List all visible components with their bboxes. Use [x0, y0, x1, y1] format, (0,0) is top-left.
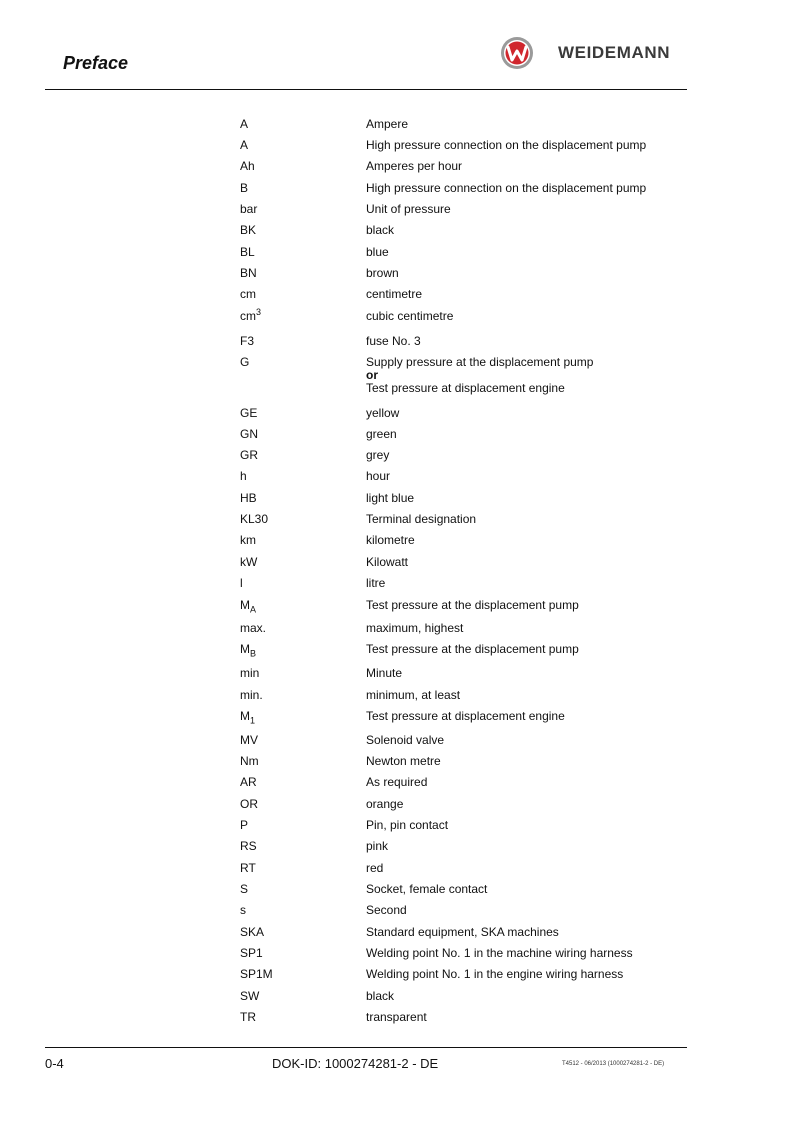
- definition-text: Test pressure at the displacement pump: [366, 598, 579, 612]
- term-text: GN: [240, 427, 258, 441]
- abbreviation-term: [240, 576, 360, 590]
- definition-text-alt: Test pressure at displacement engine: [366, 381, 565, 395]
- term-text: cm: [240, 309, 256, 323]
- term-subscript: A: [250, 604, 257, 615]
- term-text: KL30: [240, 512, 269, 526]
- abbreviation-definition: [366, 967, 686, 981]
- abbreviation-term: [240, 903, 360, 917]
- definition-text: black: [366, 223, 395, 237]
- abbreviation-term: [240, 223, 360, 237]
- term-text: RS: [240, 839, 257, 853]
- definition-text: Socket, female contact: [366, 882, 488, 896]
- definition-text: black: [366, 989, 395, 1003]
- definition-text: green: [366, 427, 397, 441]
- term-text: Ah: [240, 159, 255, 173]
- abbreviation-definition: [366, 925, 686, 939]
- term-text: min.: [240, 688, 263, 702]
- abbreviation-term: [240, 159, 360, 173]
- abbreviation-term: [240, 666, 360, 680]
- definition-text: maximum, highest: [366, 621, 464, 635]
- page-title: Preface: [63, 53, 129, 73]
- term-text: max.: [240, 621, 267, 635]
- definition-text: transparent: [366, 1010, 427, 1024]
- term-text: A: [240, 117, 249, 131]
- abbreviation-definition: [366, 427, 686, 441]
- term-text: S: [240, 882, 249, 896]
- definition-text: Welding point No. 1 in the machine wiring harness: [366, 946, 633, 960]
- definition-text: High pressure connection on the displacement pump: [366, 138, 647, 152]
- abbreviation-definition: [366, 688, 686, 702]
- abbreviation-term: [240, 797, 360, 811]
- term-text: A: [240, 138, 249, 152]
- abbreviation-term: [240, 245, 360, 259]
- abbreviation-term: [240, 491, 360, 505]
- abbreviation-definition: [366, 1010, 686, 1024]
- definition-text: Welding point No. 1 in the engine wiring harness: [366, 967, 624, 981]
- definition-text: fuse No. 3: [366, 334, 421, 348]
- term-text: h: [240, 469, 247, 483]
- abbreviation-term: [240, 598, 360, 615]
- abbreviation-definition: [366, 861, 686, 875]
- definition-text: Ampere: [366, 117, 409, 131]
- definition-text: hour: [366, 469, 391, 483]
- abbreviation-term: [240, 406, 360, 420]
- term-text: GE: [240, 406, 258, 420]
- abbreviation-definition: [366, 202, 686, 216]
- abbreviation-definition: [366, 946, 686, 960]
- abbreviation-term: [240, 181, 360, 195]
- abbreviation-term: [240, 754, 360, 768]
- abbreviation-term: [240, 117, 360, 131]
- term-subscript: 1: [250, 715, 256, 726]
- definition-text: red: [366, 861, 384, 875]
- brand-name: WEIDEMANN: [558, 43, 671, 62]
- term-text: kW: [240, 555, 258, 569]
- abbreviation-definition: [366, 406, 686, 420]
- definition-text: Standard equipment, SKA machines: [366, 925, 559, 939]
- term-text: B: [240, 181, 249, 195]
- definition-text: grey: [366, 448, 390, 462]
- term-text: cm: [240, 287, 256, 301]
- abbreviation-term: [240, 839, 360, 853]
- abbreviation-definition: [366, 555, 686, 569]
- abbreviation-definition: [366, 469, 686, 483]
- abbreviation-term: [240, 733, 360, 747]
- brand-logo: [500, 36, 690, 70]
- term-text: F3: [240, 334, 255, 348]
- abbreviation-definition: [366, 882, 686, 896]
- abbreviation-definition: [366, 775, 686, 789]
- abbreviation-definition: [366, 989, 686, 1003]
- definition-text: Test pressure at displacement engine: [366, 709, 565, 723]
- abbreviation-term: [240, 469, 360, 483]
- term-text: SP1: [240, 946, 263, 960]
- abbreviation-definition: [366, 245, 686, 259]
- abbreviation-term: [240, 555, 360, 569]
- abbreviation-definition: [366, 642, 686, 656]
- abbreviation-term: [240, 621, 360, 635]
- abbreviation-definition: [366, 621, 686, 635]
- definition-text: Unit of pressure: [366, 202, 451, 216]
- abbreviation-definition: [366, 287, 686, 301]
- term-text: SW: [240, 989, 260, 1003]
- abbreviation-definition: [366, 576, 686, 590]
- abbreviation-definition: [366, 709, 686, 723]
- abbreviation-term: [240, 309, 360, 323]
- term-text: RT: [240, 861, 256, 875]
- definition-text: Pin, pin contact: [366, 818, 449, 832]
- term-text: l: [240, 576, 243, 590]
- definition-text: minimum, at least: [366, 688, 461, 702]
- abbreviation-term: [240, 989, 360, 1003]
- definition-text: Supply pressure at the displacement pump: [366, 355, 594, 369]
- term-text: Nm: [240, 754, 259, 768]
- abbreviation-definition: [366, 598, 686, 612]
- abbreviation-definition: [366, 512, 686, 526]
- abbreviation-definition: [366, 355, 686, 395]
- term-text: BL: [240, 245, 255, 259]
- definition-text: cubic centimetre: [366, 309, 454, 323]
- term-text: s: [240, 903, 246, 917]
- term-text: SKA: [240, 925, 265, 939]
- abbreviation-term: [240, 688, 360, 702]
- term-text: SP1M: [240, 967, 273, 981]
- definition-text: orange: [366, 797, 404, 811]
- term-text: OR: [240, 797, 258, 811]
- term-text: BN: [240, 266, 257, 280]
- term-text: P: [240, 818, 249, 832]
- abbreviation-term: [240, 202, 360, 216]
- definition-text: As required: [366, 775, 428, 789]
- abbreviation-term: [240, 266, 360, 280]
- abbreviation-definition: [366, 797, 686, 811]
- definition-text: Amperes per hour: [366, 159, 463, 173]
- abbreviation-definition: [366, 117, 686, 131]
- term-text: min: [240, 666, 260, 680]
- abbreviation-term: [240, 709, 360, 726]
- term-subscript: B: [250, 648, 257, 659]
- abbreviation-definition: [366, 223, 686, 237]
- abbreviation-definition: [366, 818, 686, 832]
- definition-text: light blue: [366, 491, 415, 505]
- abbreviation-definition: [366, 181, 686, 195]
- definition-text: blue: [366, 245, 389, 259]
- abbreviation-definition: [366, 309, 686, 323]
- definition-text: Minute: [366, 666, 403, 680]
- definition-text: yellow: [366, 406, 400, 420]
- term-text: M: [240, 709, 250, 723]
- abbreviation-term: [240, 925, 360, 939]
- definition-text: Newton metre: [366, 754, 441, 768]
- abbreviation-term: [240, 287, 360, 301]
- header-divider: [45, 89, 687, 90]
- term-text: BK: [240, 223, 257, 237]
- definition-text: High pressure connection on the displacement pump: [366, 181, 647, 195]
- term-text: G: [240, 355, 250, 369]
- definition-text: litre: [366, 576, 386, 590]
- definition-text: Test pressure at the displacement pump: [366, 642, 579, 656]
- abbreviation-definition: [366, 903, 686, 917]
- abbreviation-term: [240, 967, 360, 981]
- term-text: km: [240, 533, 256, 547]
- document-id: DOK-ID: 1000274281-2 - DE: [272, 1056, 439, 1071]
- term-text: M: [240, 598, 250, 612]
- abbreviation-term: [240, 512, 360, 526]
- document-reference: T4512 - 06/2013 (1000274281-2 - DE): [562, 1061, 665, 1067]
- abbreviation-definition: [366, 491, 686, 505]
- abbreviation-term: [240, 334, 360, 348]
- abbreviation-definition: [366, 839, 686, 853]
- weidemann-w-logo-icon: [500, 36, 534, 70]
- definition-text: Kilowatt: [366, 555, 409, 569]
- definition-text: brown: [366, 266, 399, 280]
- abbreviation-definition: [366, 666, 686, 680]
- abbreviation-definition: [366, 533, 686, 547]
- abbreviation-definition: [366, 138, 686, 152]
- term-text: MV: [240, 733, 258, 747]
- term-text: bar: [240, 202, 258, 216]
- abbreviation-definition: [366, 159, 686, 173]
- definition-text: pink: [366, 839, 389, 853]
- definition-text: Solenoid valve: [366, 733, 445, 747]
- definition-text: kilometre: [366, 533, 415, 547]
- abbreviation-term: [240, 882, 360, 896]
- term-text: HB: [240, 491, 257, 505]
- abbreviation-definition: [366, 754, 686, 768]
- abbreviation-definition: [366, 448, 686, 462]
- abbreviation-term: [240, 946, 360, 960]
- abbreviation-term: [240, 1010, 360, 1024]
- page-number: 0-4: [45, 1056, 64, 1071]
- abbreviation-definition: [366, 266, 686, 280]
- term-text: GR: [240, 448, 258, 462]
- abbreviation-term: [240, 355, 360, 369]
- definition-text: Terminal designation: [366, 512, 477, 526]
- abbreviation-term: [240, 533, 360, 547]
- abbreviation-term: [240, 861, 360, 875]
- term-text: M: [240, 642, 250, 656]
- abbreviation-term: [240, 427, 360, 441]
- definition-text: Second: [366, 903, 407, 917]
- term-text: AR: [240, 775, 257, 789]
- abbreviation-term: [240, 775, 360, 789]
- abbreviation-term: [240, 138, 360, 152]
- abbreviation-definition: [366, 733, 686, 747]
- abbreviation-term: [240, 448, 360, 462]
- term-superscript: 3: [256, 307, 262, 317]
- abbreviation-term: [240, 818, 360, 832]
- footer-divider: [45, 1047, 687, 1048]
- term-text: TR: [240, 1010, 256, 1024]
- abbreviation-definition: [366, 334, 686, 348]
- definition-text: centimetre: [366, 287, 423, 301]
- abbreviation-term: [240, 642, 360, 659]
- definition-or: or: [366, 368, 378, 382]
